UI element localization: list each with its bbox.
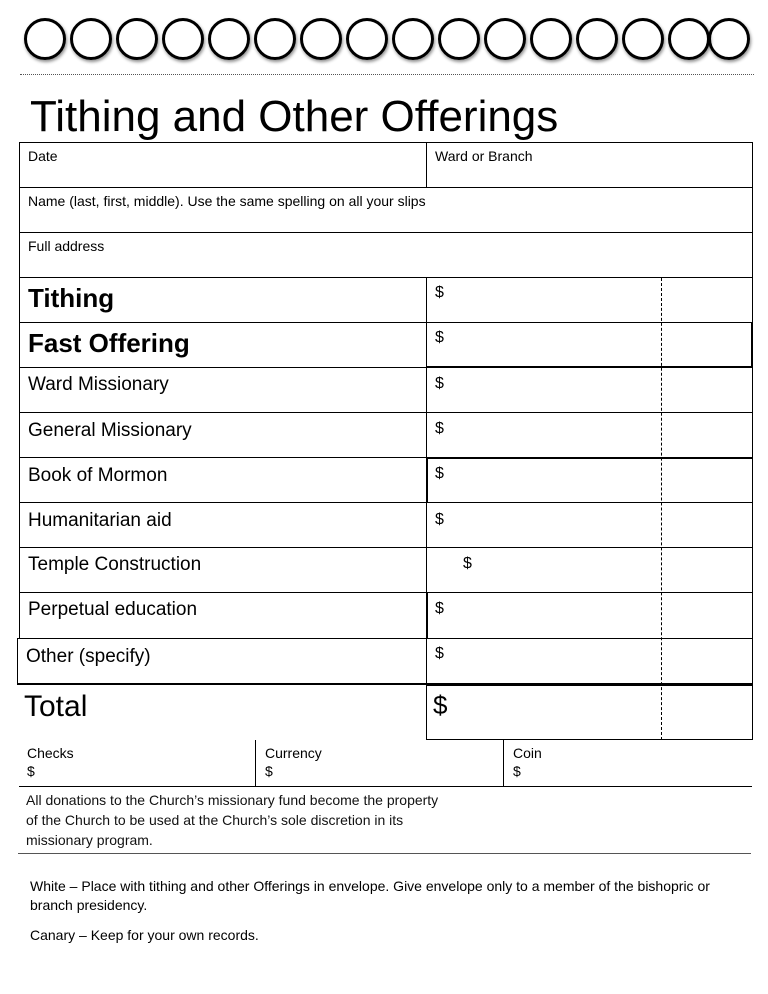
amount-field-ward-missionary[interactable] (426, 367, 753, 413)
circle-icon (668, 18, 710, 60)
circle-icon (438, 18, 480, 60)
checks-label: Checks (27, 745, 74, 761)
circle-icon (300, 18, 342, 60)
circle-icon (346, 18, 388, 60)
dollar-sign[interactable]: $ (265, 763, 273, 779)
perforation-line (20, 74, 754, 75)
amount-field-humanitarian-aid[interactable] (426, 502, 753, 548)
amount-field-temple-construction[interactable] (426, 547, 753, 593)
row-label-humanitarian-aid: Humanitarian aid (28, 510, 172, 531)
notice-line: of the Church to be used at the Church’s sole discretion in its (26, 812, 404, 828)
circle-icon (530, 18, 572, 60)
circle-icon (116, 18, 158, 60)
payment-divider (255, 740, 256, 787)
name-field[interactable] (19, 187, 753, 233)
coin-label: Coin (513, 745, 542, 761)
circle-icon (208, 18, 250, 60)
row-label-book-of-mormon: Book of Mormon (28, 465, 168, 486)
payment-divider (503, 740, 504, 787)
circle-icon (622, 18, 664, 60)
decorative-circles (24, 18, 748, 62)
total-amount-field[interactable] (426, 684, 753, 740)
circle-icon (162, 18, 204, 60)
page-title: Tithing and Other Offerings (30, 92, 559, 141)
amount-field-other[interactable] (426, 638, 753, 685)
dollar-sign: $ (435, 511, 444, 528)
dollar-sign: $ (433, 690, 448, 720)
amount-field-book-of-mormon[interactable] (426, 457, 753, 503)
circle-icon (254, 18, 296, 60)
name-label: Name (last, first, middle). Use the same spelling on all your slips (28, 193, 426, 209)
notice-line: missionary program. (26, 832, 153, 848)
circle-icon (24, 18, 66, 60)
dollar-sign: $ (463, 555, 472, 572)
circle-icon (484, 18, 526, 60)
dollar-sign: $ (435, 465, 444, 482)
row-label-ward-missionary: Ward Missionary (28, 374, 169, 395)
dollar-sign: $ (435, 329, 444, 346)
row-label-fast-offering: Fast Offering (28, 328, 190, 358)
row-label-tithing: Tithing (28, 283, 115, 313)
dollar-sign: $ (435, 284, 444, 301)
dollar-sign: $ (435, 600, 444, 617)
dollar-sign: $ (435, 420, 444, 437)
address-field[interactable] (19, 232, 753, 278)
dollar-sign[interactable]: $ (27, 763, 35, 779)
circle-icon (576, 18, 618, 60)
row-label-general-missionary: General Missionary (28, 420, 192, 441)
circle-icon (392, 18, 434, 60)
missionary-fund-notice (26, 790, 438, 850)
notice-line: All donations to the Church’s missionary fund become the property (26, 792, 439, 808)
total-label: Total (24, 690, 88, 723)
ward-label: Ward or Branch (435, 148, 533, 164)
date-label: Date (28, 148, 58, 164)
row-label-other: Other (specify) (26, 646, 151, 667)
amount-field-general-missionary[interactable] (426, 412, 753, 458)
payment-method-row (19, 740, 752, 787)
row-label-temple-construction: Temple Construction (28, 554, 202, 575)
dollar-sign: $ (435, 375, 444, 392)
date-field[interactable] (19, 142, 427, 188)
amount-field-fast-offering[interactable] (426, 322, 753, 368)
dollar-sign[interactable]: $ (513, 763, 521, 779)
cents-divider (661, 278, 662, 740)
amount-field-perpetual-education[interactable] (426, 592, 753, 639)
canary-copy-instruction: Canary – Keep for your own records. (30, 927, 259, 943)
divider (18, 853, 751, 854)
address-label: Full address (28, 238, 105, 254)
circle-icon (70, 18, 112, 60)
ward-field[interactable] (426, 142, 753, 188)
currency-label: Currency (265, 745, 322, 761)
white-copy-instruction: White – Place with tithing and other Offerings in envelope. Give envelope only to a member of the bishopric or branch presidency. (30, 878, 710, 913)
dollar-sign: $ (435, 645, 444, 662)
row-label-perpetual-education: Perpetual education (28, 599, 198, 620)
amount-field-tithing[interactable] (426, 277, 753, 323)
circle-icon (708, 18, 750, 60)
